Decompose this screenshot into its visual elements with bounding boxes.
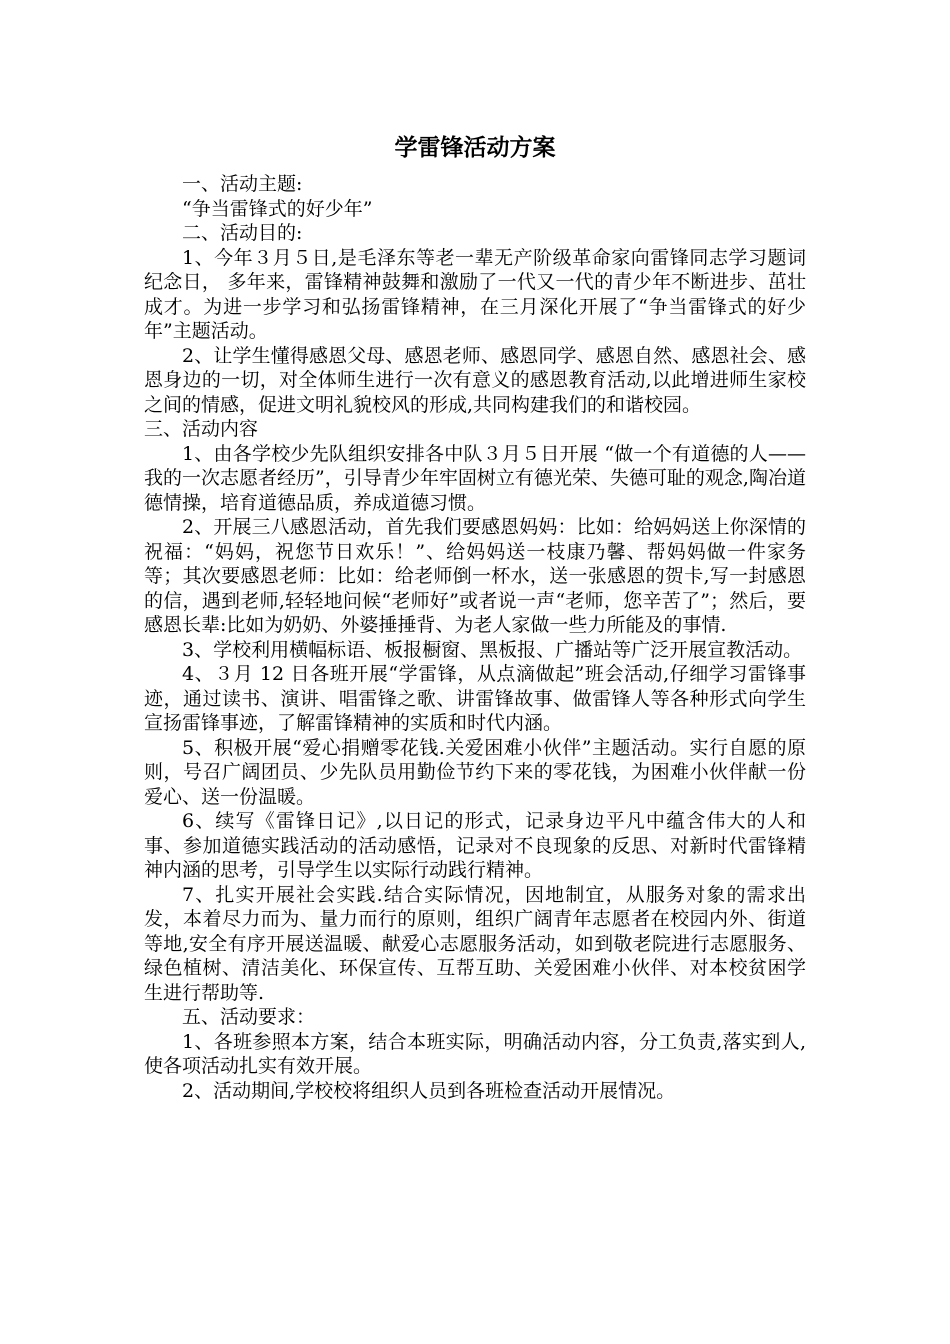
paragraph: 3、学校利用横幅标语、板报橱窗、黑板报、广播站等广泛开展宣教活动。 (182, 638, 803, 661)
document-body (144, 172, 806, 1103)
document-page (144, 130, 806, 1103)
paragraph: 5、积极开展“爱心捐赠零花钱.关爱困难小伙伴”主题活动。实行自愿的原则，号召广阔团员、少先队员用勤俭节约下来的零花钱，为困难小伙伴献一份爱心、送一份温暖。 (144, 736, 806, 808)
paragraph: 6、续写《雷锋日记》,以日记的形式，记录身边平凡中蕴含伟大的人和事、参加道德实践活动的活动感悟，记录对不良现象的反思、对新时代雷锋精神内涵的思考，引导学生以实际行动践行精神。 (144, 810, 806, 881)
paragraph: 1、由各学校少先队组织安排各中队３月５日开展 “做一个有道德的人——我的一次志愿者经历”，引导青少年牢固树立有德光荣、失德可耻的观念,陶冶道德情操，培育道德品质，养成道德习惯。 (144, 442, 806, 514)
paragraph: 三、活动内容 (144, 418, 259, 440)
document-title: 学雷锋活动方案 (394, 135, 556, 161)
paragraph: 2、让学生懂得感恩父母、感恩老师、感恩同学、感恩自然、感恩社会、感恩身边的一切，对全体师生进行一次有意义的感恩教育活动,以此增进师生家校之间的情感，促进文明礼貌校风的形成,共同构建我们的和谐校园。 (144, 344, 806, 416)
paragraph: 1、各班参照本方案，结合本班实际，明确活动内容，分工负责,落实到人,使各项活动扎实有效开展。 (144, 1030, 806, 1077)
paragraph: 五、活动要求： (182, 1006, 316, 1028)
paragraph: 1、今年３月５日,是毛泽东等老一辈无产阶级革命家向雷锋同志学习题词纪念日， 多年来，雷锋精神鼓舞和激励了一代又一代的青少年不断进步、茁壮成才。为进一步学习和弘扬雷锋精神，在三月深化开展了“争当雷锋式的好少年”主题活动。 (144, 246, 806, 342)
paragraph: 4、３月 12 日各班开展“学雷锋，从点滴做起”班会活动,仔细学习雷锋事迹，通过读书、演讲、唱雷锋之歌、讲雷锋故事、做雷锋人等各种形式向学生宣扬雷锋事迹，了解雷锋精神的实质和时代内涵。 (144, 663, 806, 734)
paragraph: 2、活动期间,学校校将组织人员到各班检查活动开展情况。 (182, 1079, 676, 1102)
paragraph: 7、扎实开展社会实践.结合实际情况，因地制宜，从服务对象的需求出发，本着尽力而为、量力而行的原则，组织广阔青年志愿者在校园内外、街道等地,安全有序开展送温暖、献爱心志愿服务活动，如到敬老院进行志愿服务、绿色植树、清洁美化、环保宣传、互帮互助、关爱困难小伙伴、对本校贫困学生进行帮助等. (144, 883, 806, 1004)
paragraph: 一、活动主题: (182, 173, 303, 195)
paragraph: 二、活动目的: (182, 222, 303, 244)
paragraph: 2、开展三八感恩活动，首先我们要感恩妈妈：比如：给妈妈送上你深情的祝福：“妈妈，祝您节日欢乐！”、给妈妈送一枝康乃馨、帮妈妈做一件家务等；其次要感恩老师：比如：给老师倒一杯水，送一张感恩的贺卡,写一封感恩的信，遇到老师,轻轻地问候“老师好”或者说一声“老师，您辛苦了”；然后，要感恩长辈:比如为奶奶、外婆捶捶背、为老人家做一些力所能及的事情. (144, 516, 806, 636)
paragraph: “争当雷锋式的好少年” (182, 197, 373, 220)
